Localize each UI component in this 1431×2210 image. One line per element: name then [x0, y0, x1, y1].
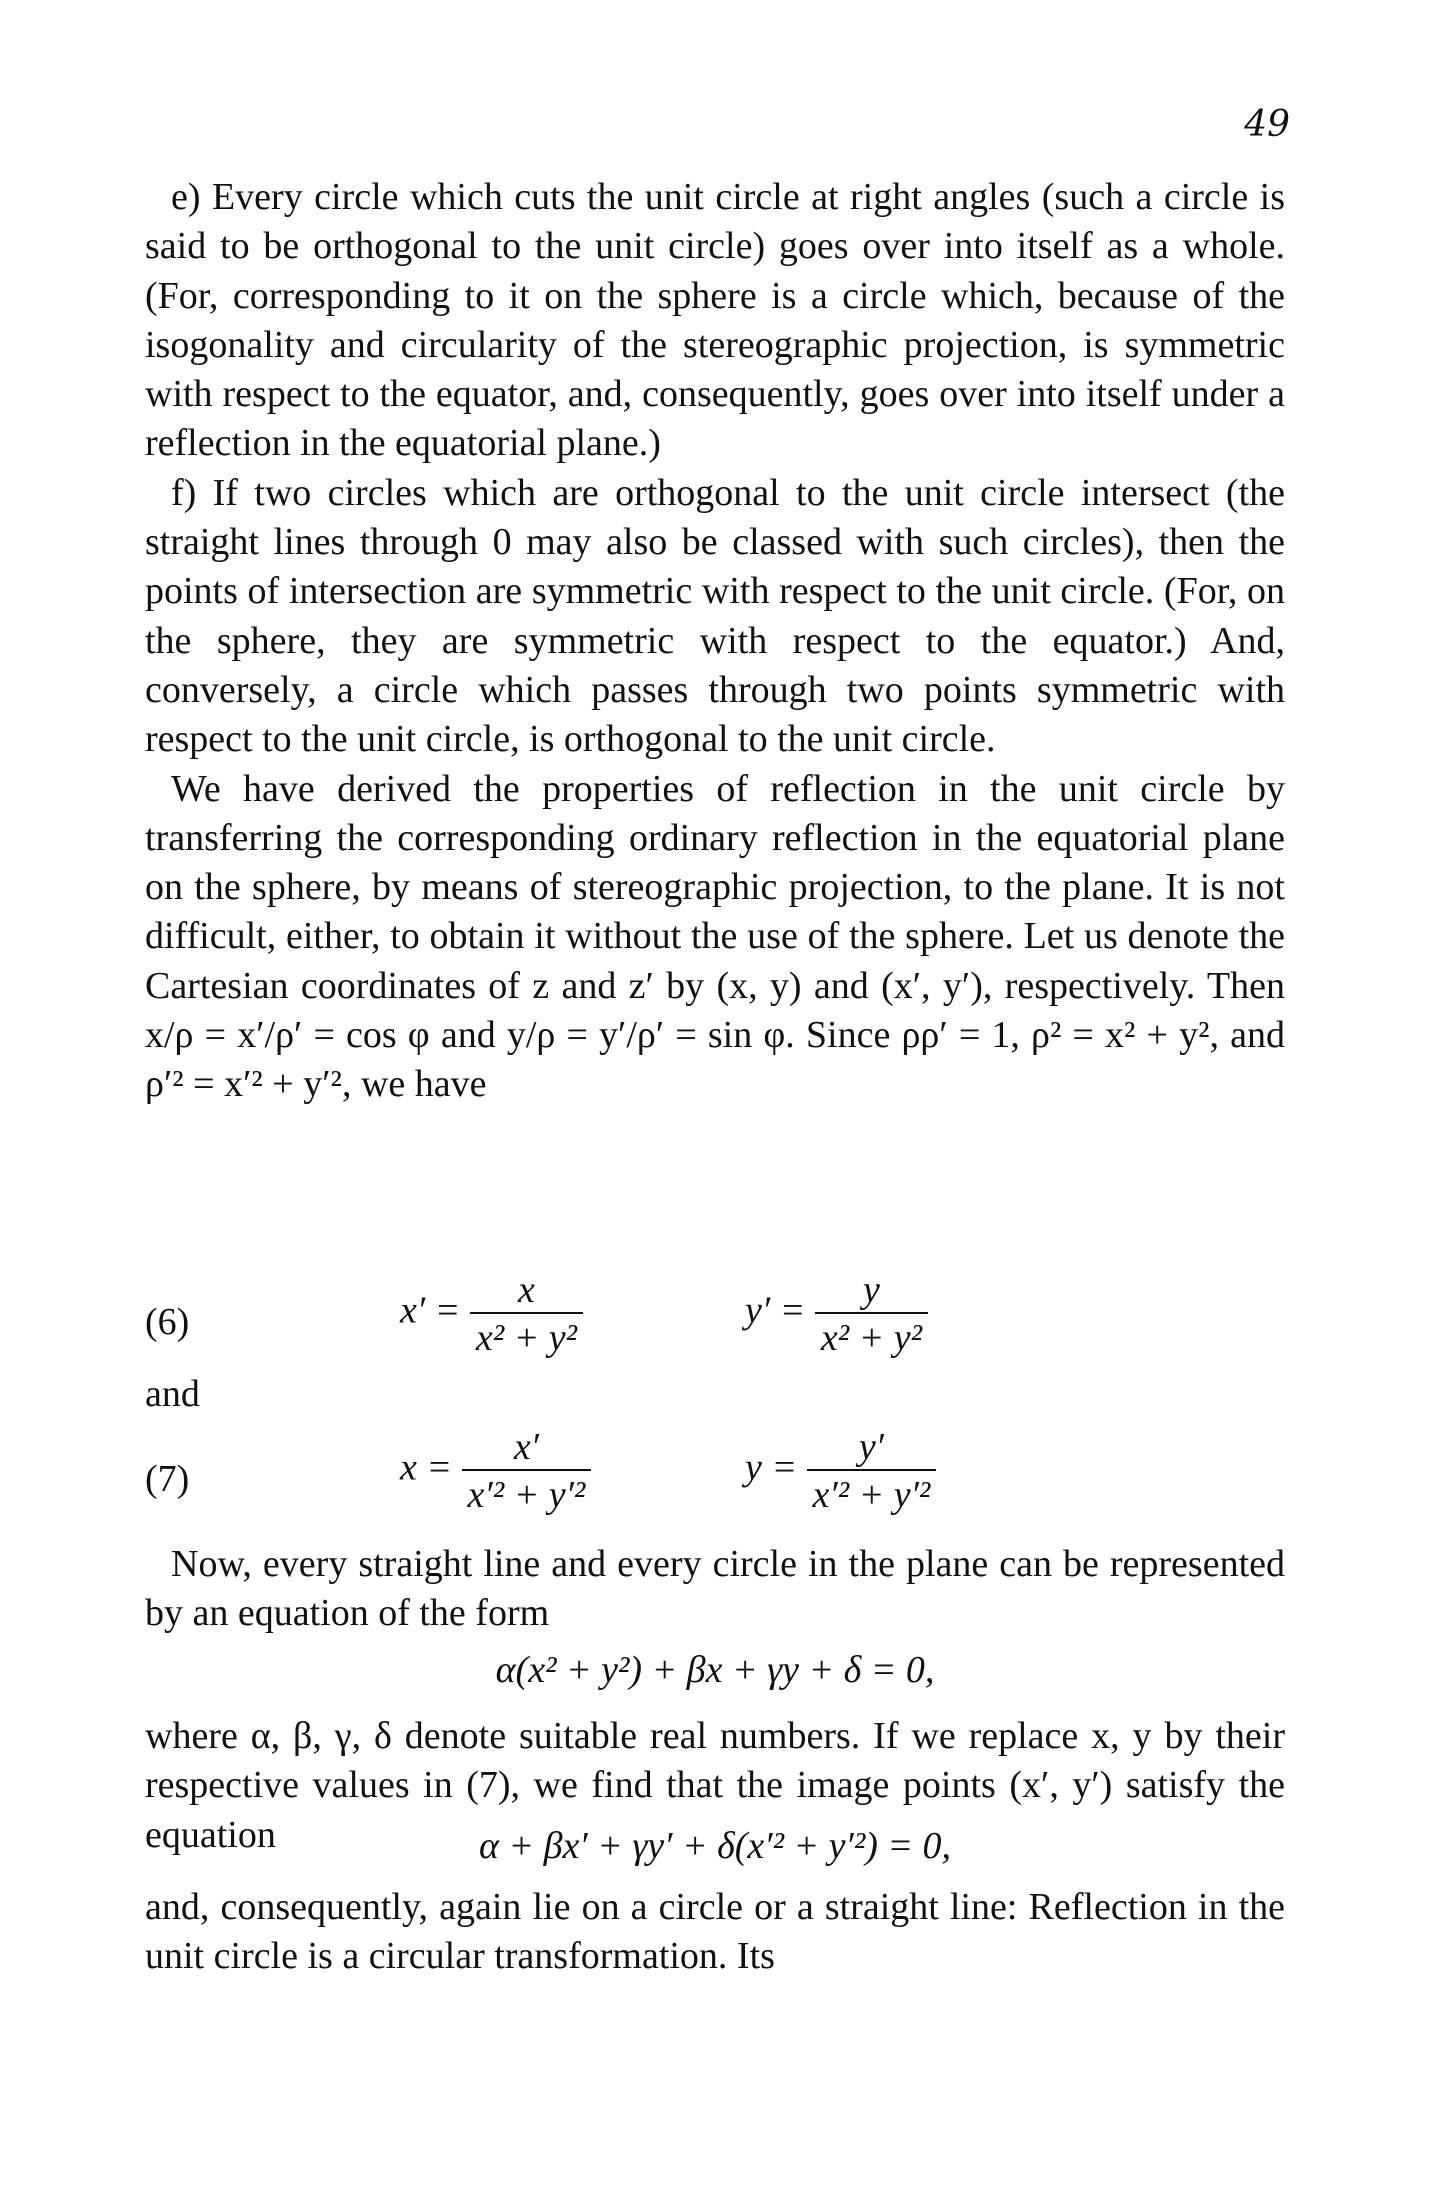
equation-7-y-fraction — [807, 1425, 937, 1517]
equation-6-tag: (6) — [145, 1301, 190, 1343]
equation-6-x-numerator: x — [517, 1269, 535, 1311]
equation-6-y-numerator: y — [862, 1269, 880, 1311]
paragraph-now: Now, every straight line and every circle in the plane can be represented by an equation of the form — [145, 1543, 1285, 1635]
equation-6-y-denominator: x² + y² — [815, 1312, 928, 1360]
paragraph-f: f) If two circles which are orthogonal to the unit circle intersect (the straight lines through 0 may also be classed with such circles), then the points of intersection are symmetric with respect to the unit circle. (For, on the sphere, they are symmetric with respect to the equator.) And, conversely, a circle which passes through two points symmetric with respect to the unit circle, is orthogonal to the unit circle. — [145, 471, 1285, 761]
paragraph-conclusion: and, consequently, again lie on a circle or a straight line: Reflection in the unit circle is a circular transformation. Its — [145, 1886, 1285, 1978]
equation-6-x-denominator: x² + y² — [470, 1312, 583, 1360]
equation-7-x-numerator: x′ — [513, 1426, 539, 1468]
text-block-now — [145, 1540, 1285, 1639]
equation-6-x-fraction — [470, 1268, 583, 1360]
equation-7-x — [400, 1425, 591, 1517]
paragraph-where: where α, β, γ, δ denote suitable real numbers. If we replace x, y by their respective values in (7), we find that the image points (x′, y′) satisfy the equation — [145, 1715, 1285, 1856]
equation-7-y-denominator: x′² + y′² — [807, 1469, 937, 1517]
equation-7-x-lhs: x = — [400, 1446, 453, 1489]
paragraph-derivation: We have derived the properties of reflection in the unit circle by transferring the corresponding ordinary reflection in the equatorial plane on the sphere, by means of stereographic projection, to the plane. It is not difficult, either, to obtain it without the use of the sphere. Let us denote the Cartesian coordinates of z and z′ by (x, y) and (x′, y′), respectively. Then x/ρ = x′/ρ′ = cos φ and y/ρ = y′/ρ′ = sin φ. Since ρρ′ = 1, ρ² = x² + y², and ρ′² = x′² + y′², we have — [145, 767, 1285, 1106]
equation-7-tag: (7) — [145, 1458, 190, 1500]
equation-6-x-lhs: x′ = — [400, 1289, 461, 1332]
equation-7-x-fraction — [462, 1425, 592, 1517]
equation-6-y-lhs: y′ = — [745, 1289, 806, 1332]
equation-6-y — [745, 1268, 928, 1360]
paragraph-e: e) Every circle which cuts the unit circle at right angles (such a circle is said to be orthogonal to the unit circle) goes over into itself as a whole. (For, corresponding to it on the sphere is a circle which, because of the isogonality and circularity of the stereographic projection, is symmetric with respect to the equator, and, consequently, goes over into itself under a reflection in the equatorial plane.) — [145, 176, 1285, 465]
equation-7-y-numerator: y′ — [858, 1426, 884, 1468]
text-block-conclusion — [145, 1883, 1285, 1982]
equation-7-y-lhs: y = — [745, 1446, 798, 1489]
image-equation: α + βx′ + γy′ + δ(x′² + y′²) = 0, — [478, 1825, 952, 1867]
main-text-block — [145, 173, 1285, 1110]
and-connector: and — [145, 1373, 200, 1415]
equation-6-x — [400, 1268, 583, 1360]
page-number: 49 — [1244, 104, 1290, 145]
equation-7-x-denominator: x′² + y′² — [462, 1469, 592, 1517]
equation-7-y — [745, 1425, 936, 1517]
equation-6-y-fraction — [815, 1268, 928, 1360]
circle-equation: α(x² + y²) + βx + γy + δ = 0, — [495, 1649, 935, 1691]
